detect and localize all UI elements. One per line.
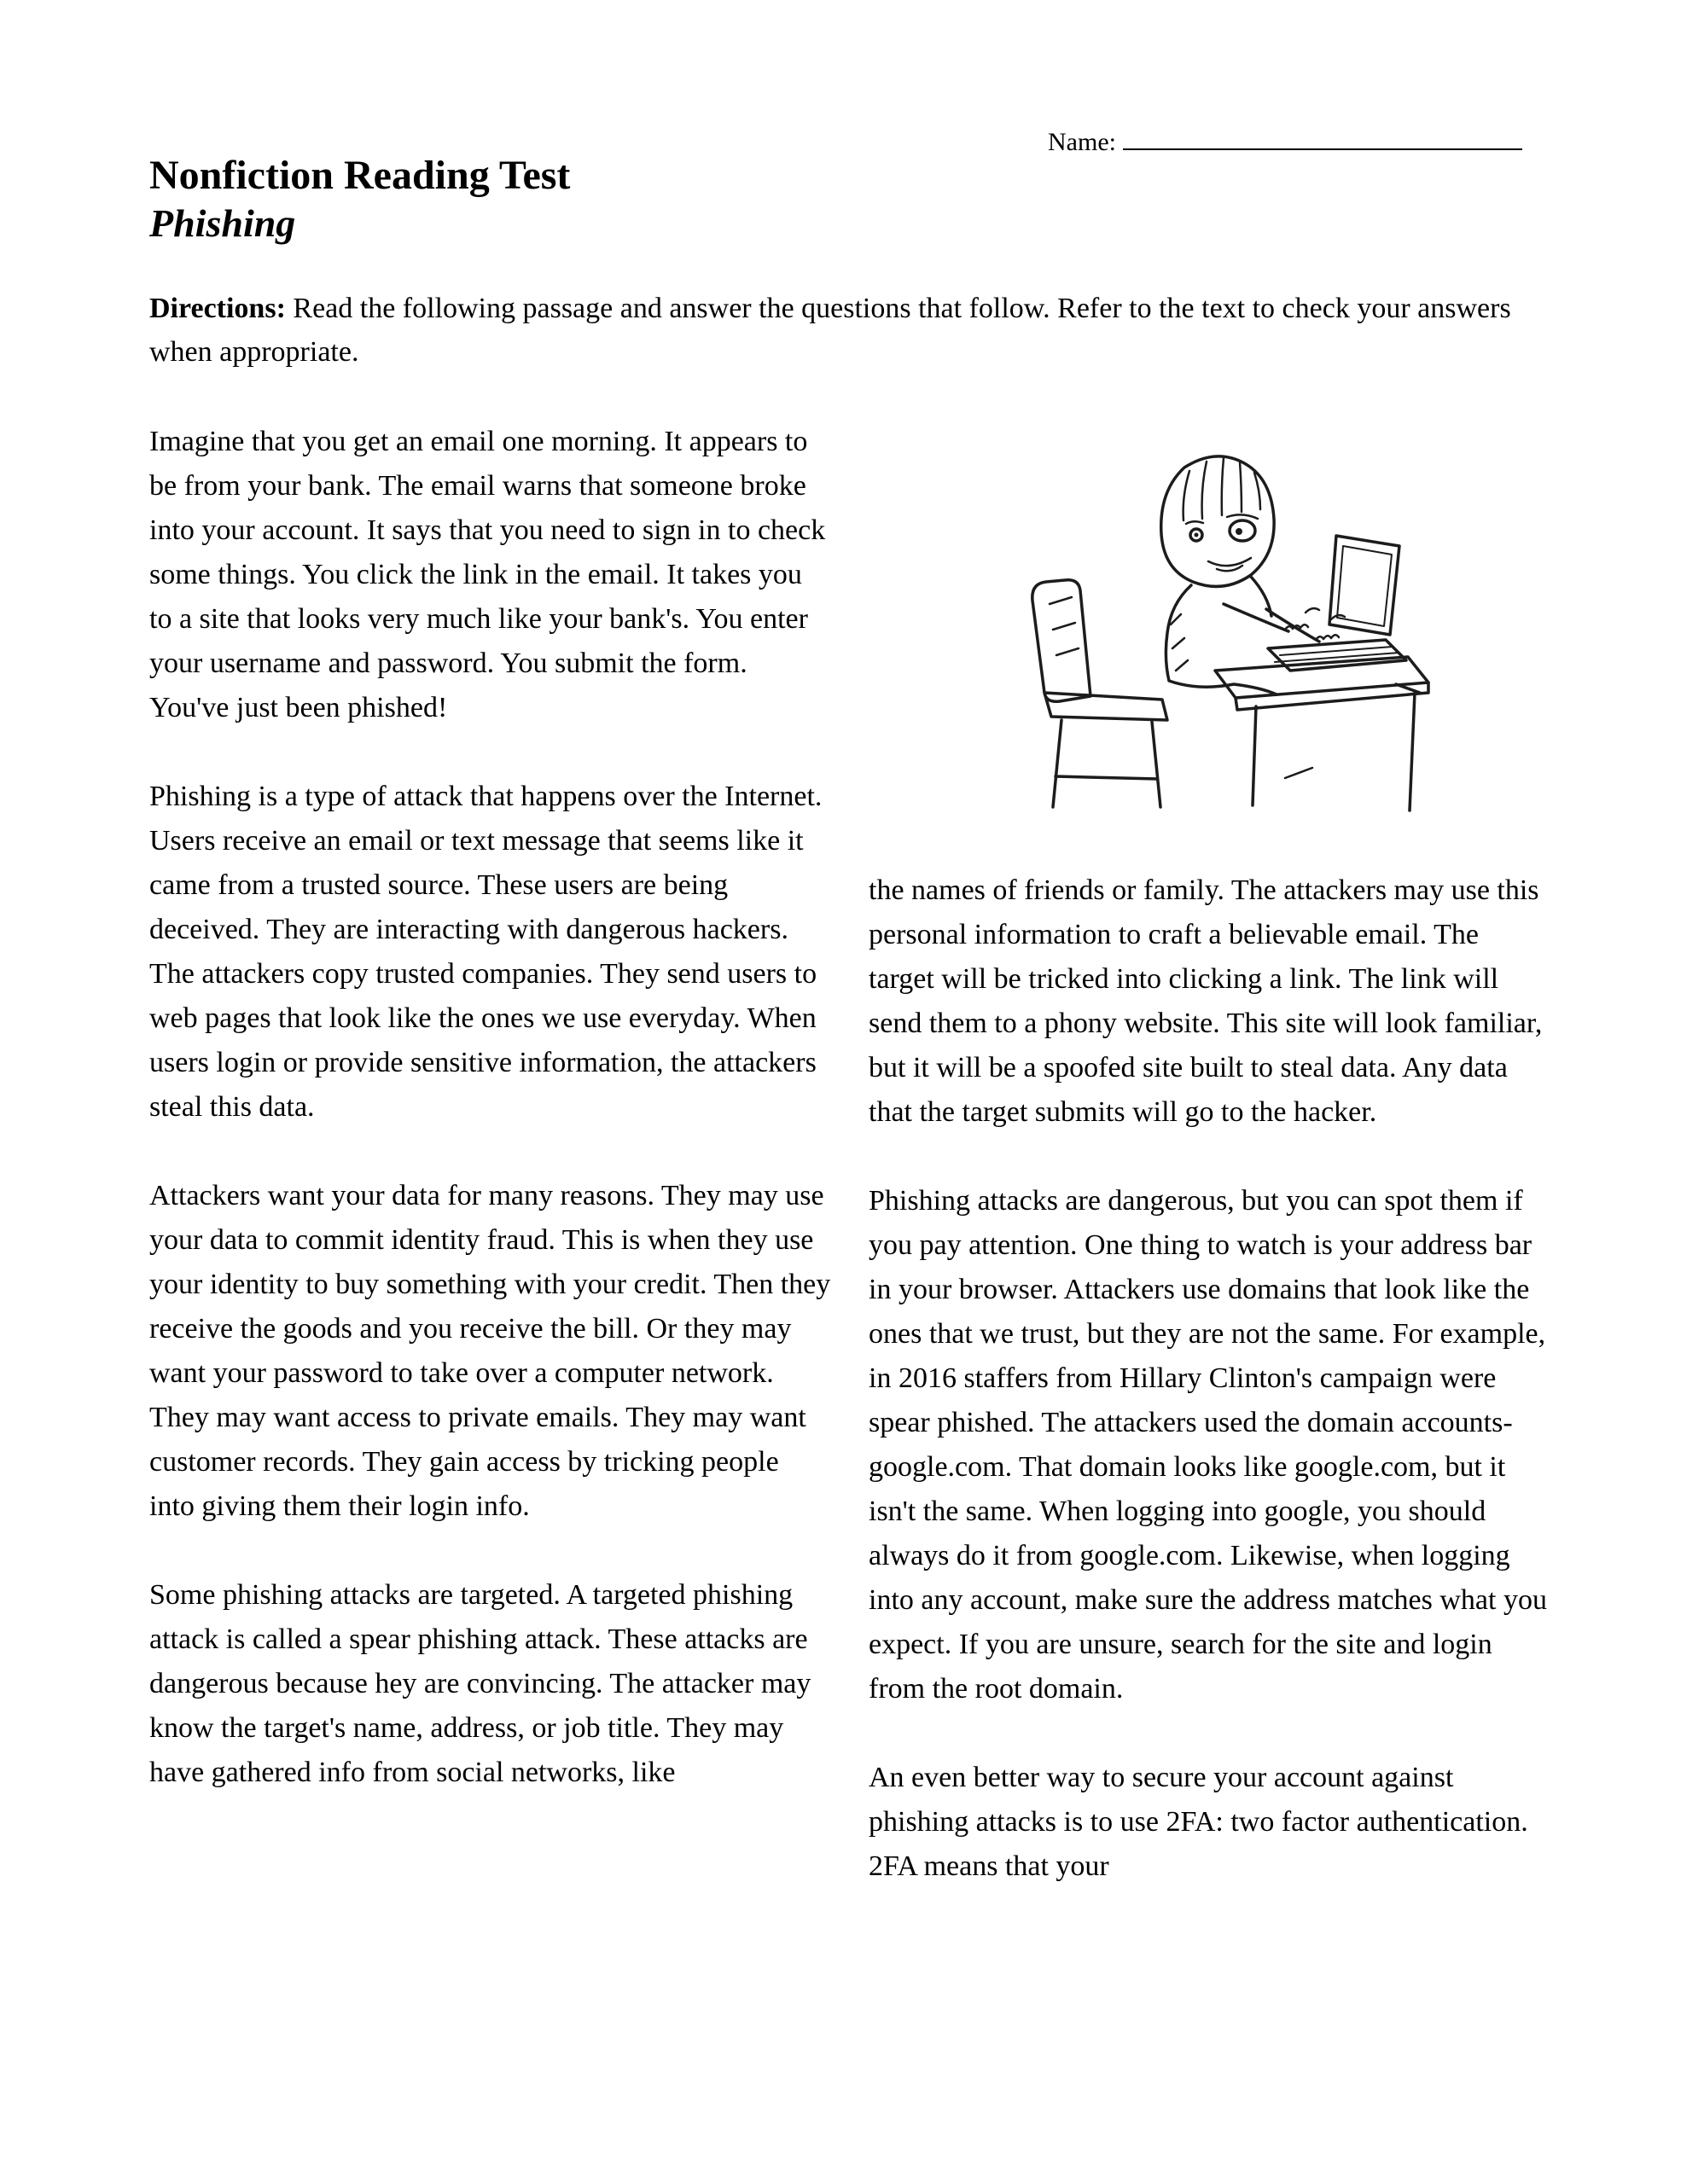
- directions-text: Read the following passage and answer the questions that follow. Refer to the text to check your answers when appropriate.: [149, 293, 1511, 368]
- directions-label: Directions:: [149, 293, 286, 324]
- page-title: Nonfiction Reading Test: [149, 153, 571, 198]
- passage-paragraph: An even better way to secure your account against phishing attacks is to use 2FA: two factor authentication. 2FA means that your: [869, 1762, 1528, 1882]
- page-subtitle: Phishing: [149, 200, 296, 245]
- name-label: Name:: [1048, 128, 1116, 156]
- passage-paragraph: Attackers want your data for many reasons. They may use your data to commit identity fraud. This is when they use your identity to buy something with your credit. Then they receive the goods and you receive the bill. Or they may want your password to take over a computer network. They may want access to private emails. They may want customer records. They gain access by tricking people into giving them their login info.: [149, 1180, 831, 1522]
- name-row: [1048, 125, 1522, 157]
- directions: [149, 287, 1536, 374]
- hacker-illustration: [968, 435, 1433, 819]
- right-column: [869, 420, 1550, 1933]
- name-blank-line: [1123, 125, 1522, 150]
- title-block: [149, 152, 570, 247]
- passage-paragraph: Imagine that you get an email one morning. It appears to be from your bank. The email warns that someone broke into your account. It says that you need to sign in to check some things. You click the link in the email. It takes you to a site that looks very much like your bank's. You enter your username and password. You submit the form. You've just been phished!: [149, 426, 826, 723]
- left-column: [149, 420, 831, 1933]
- passage-paragraph: Some phishing attacks are targeted. A targeted phishing attack is called a spear phishing attack. These attacks are dangerous because hey are convincing. The attacker may know the target's name, address, or job title. They may have gathered info from social networks, like: [149, 1579, 811, 1788]
- passage-paragraph: Phishing is a type of attack that happens over the Internet. Users receive an email or text message that seems like it came from a trusted source. These users are being deceived. They are interacting with dangerous hackers. The attackers copy trusted companies. They send users to web pages that look like the ones we use everyday. When users login or provide sensitive information, the attackers steal this data.: [149, 781, 823, 1123]
- hacker-at-laptop-icon: [968, 435, 1433, 819]
- passage-paragraph: the names of friends or family. The attackers may use this personal information to craft a believable email. The target will be tricked into clicking a link. The link will send them to a phony website. This site will look familiar, but it will be a spoofed site built to steal data. Any data that the target submits will go to the hacker.: [869, 874, 1543, 1128]
- passage-paragraph: Phishing attacks are dangerous, but you can spot them if you pay attention. One thing to watch is your address bar in your browser. Attackers use domains that look like the ones that we trust, but they are not the same. For example, in 2016 staffers from Hillary Clinton's campaign were spear phished. The attackers used the domain accounts-google.com. That domain looks like google.com, but it isn't the same. When logging into google, you should always do it from google.com. Likewise, when logging into any account, make sure the address matches what you expect. If you are unsure, search for the site and login from the root domain.: [869, 1185, 1547, 1705]
- passage-columns: [149, 420, 1550, 1933]
